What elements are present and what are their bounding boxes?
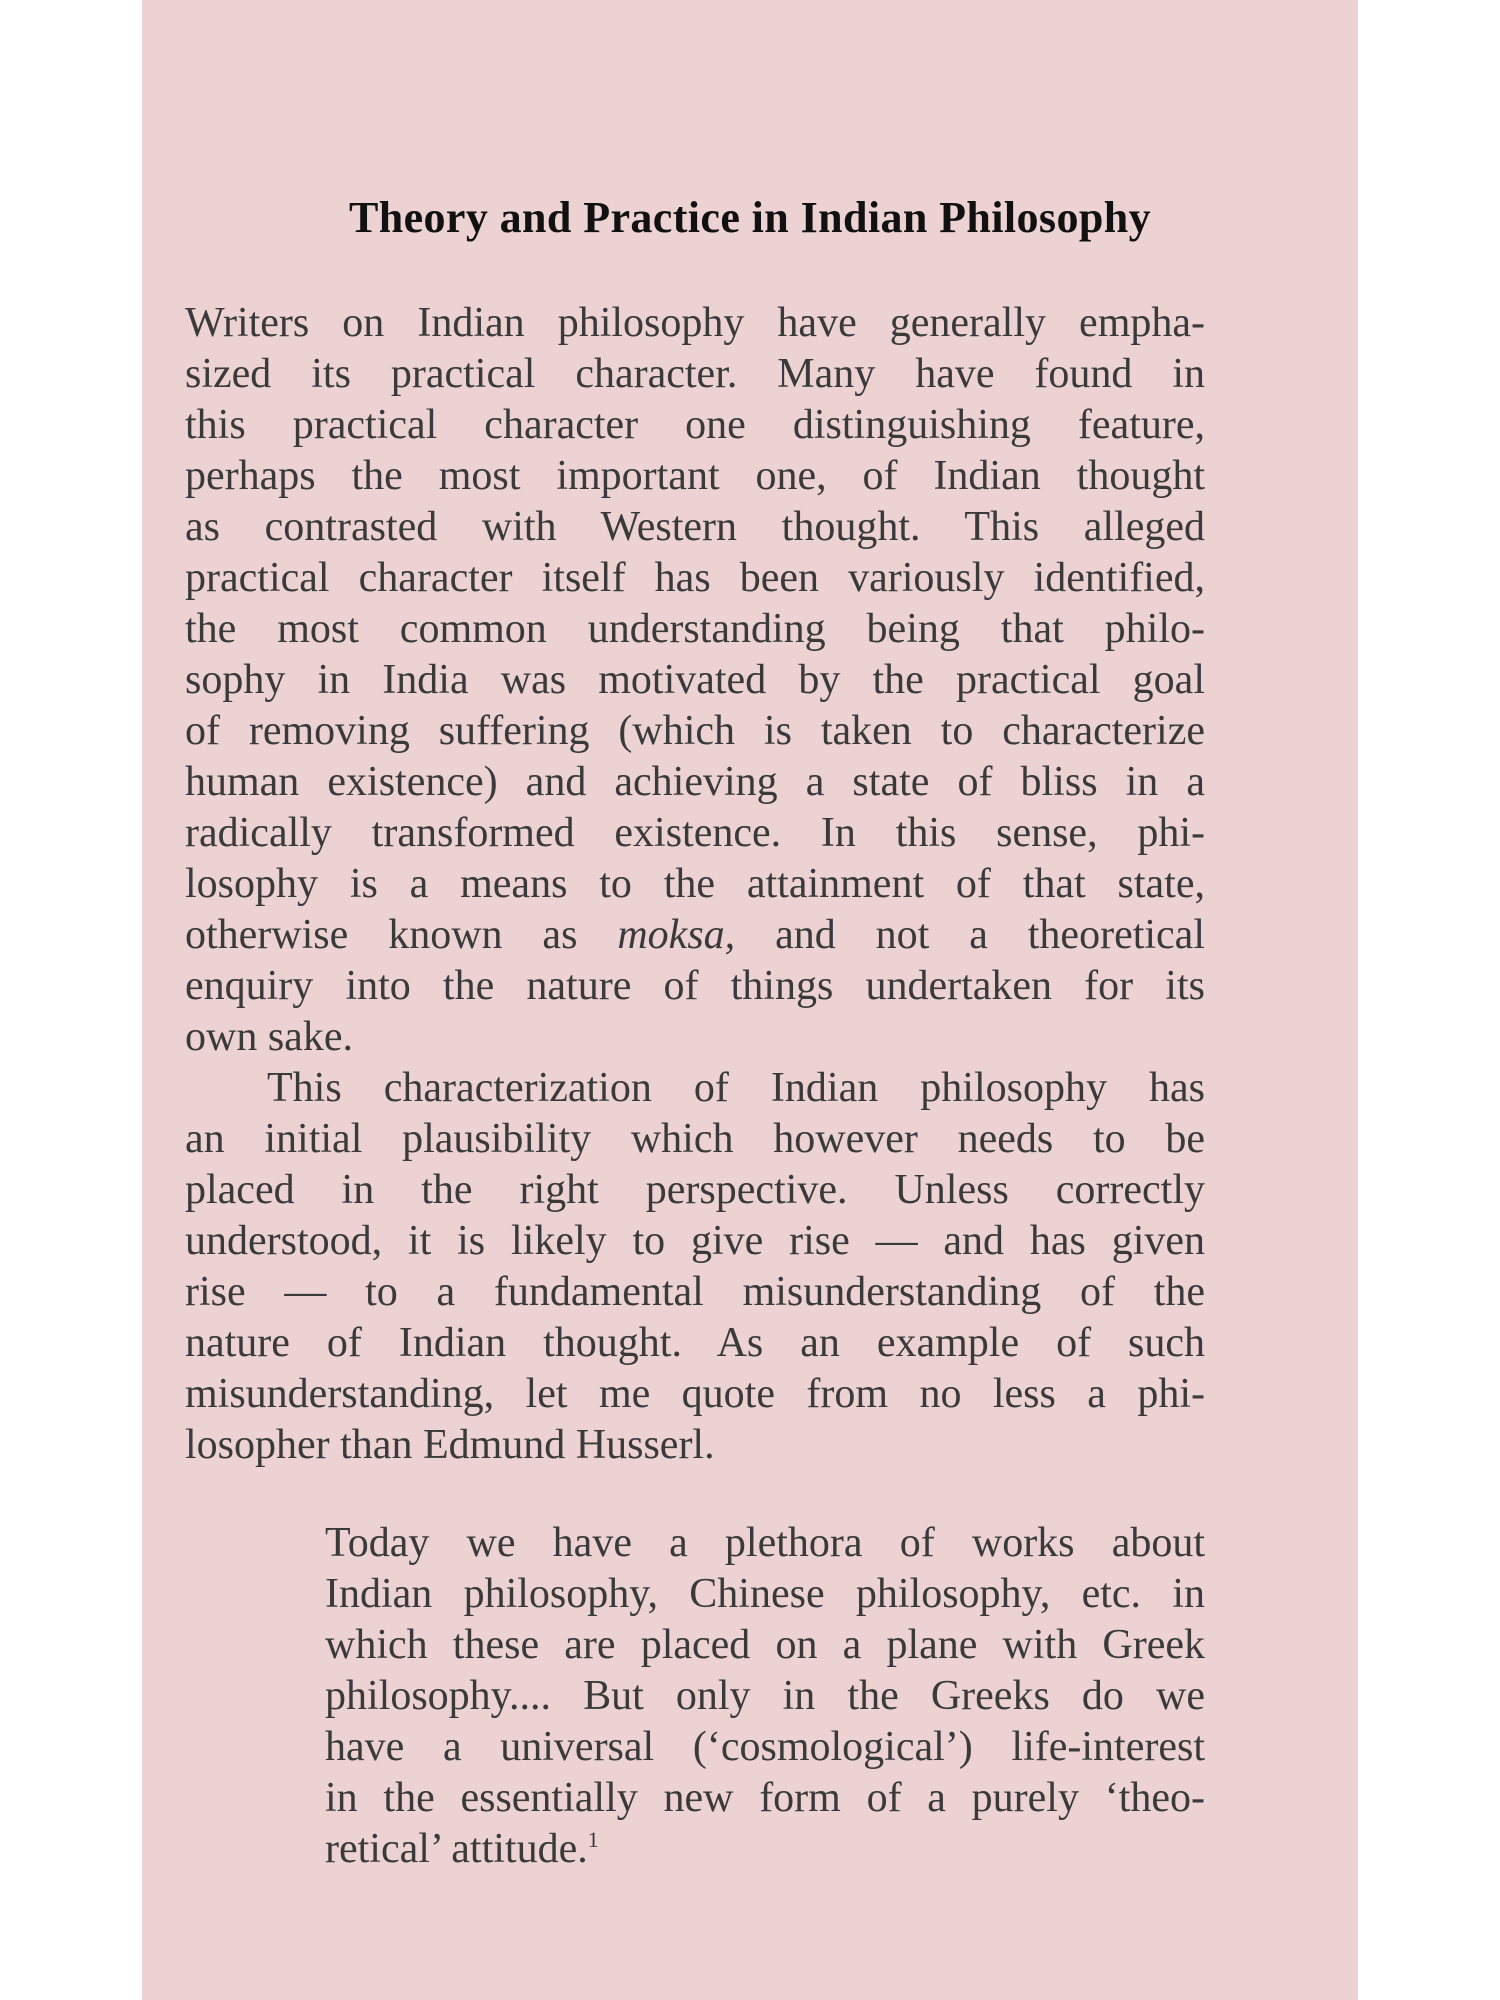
main-text [185,298,1205,1471]
text-line: Writers on Indian philosophy have generally empha- [185,300,1205,346]
quote-line: Today we have a plethora of works about [325,1520,1205,1566]
text-line: This characterization of Indian philosophy has [267,1065,1205,1111]
text-line: an initial plausibility which however needs to be [185,1116,1205,1162]
text-line: perhaps the most important one, of Indian thought [185,453,1205,499]
page-title: Theory and Practice in Indian Philosophy [348,193,1151,242]
quote-text: retical’ attitude. [325,1826,588,1872]
text-line: understood, it is likely to give rise — and has given [185,1218,1205,1264]
text-line: of removing suffering (which is taken to characterize [185,708,1205,754]
text-line: losopher than Edmund Husserl. [185,1422,715,1468]
text-line: enquiry into the nature of things undertaken for its [185,963,1205,1009]
text-line: misunderstanding, let me quote from no less a phi- [185,1371,1205,1417]
text-line: as contrasted with Western thought. This alleged [185,504,1205,550]
text-line: rise — to a fundamental misunderstanding of the [185,1269,1205,1315]
quote-line: in the essentially new form of a purely ‘theo- [325,1775,1205,1821]
quote-line: have a universal (‘cosmological’) life-interest [325,1724,1205,1770]
text-line: human existence) and achieving a state of bliss in a [185,759,1205,805]
italic-term-moksa: moksa, [617,912,736,958]
text-line: placed in the right perspective. Unless correctly [185,1167,1205,1213]
quote-line-last [325,1824,1205,1875]
text-line: radically transformed existence. In this sense, phi- [185,810,1205,856]
text-line: the most common understanding being that philo- [185,606,1205,652]
quote-line: which these are placed on a plane with Greek [325,1622,1205,1668]
text-fragment: otherwise known as [185,912,618,958]
text-line: own sake. [185,1014,353,1060]
quote-line: philosophy.... But only in the Greeks do we [325,1673,1205,1719]
quote-line: Indian philosophy, Chinese philosophy, etc. in [325,1571,1205,1617]
text-line: this practical character one distinguishing feature, [185,402,1205,448]
book-page [142,0,1358,2000]
text-line: losophy is a means to the attainment of that state, [185,861,1205,907]
text-line: nature of Indian thought. As an example of such [185,1320,1205,1366]
text-line: sized its practical character. Many have found in [185,351,1205,397]
block-quote [325,1518,1205,1875]
text-fragment: and not a theoretical [735,912,1205,958]
footnote-marker: 1 [587,1827,599,1852]
text-line-moksa [185,910,1205,961]
text-line: sophy in India was motivated by the practical goal [185,657,1205,703]
text-line: practical character itself has been variously identified, [185,555,1205,601]
